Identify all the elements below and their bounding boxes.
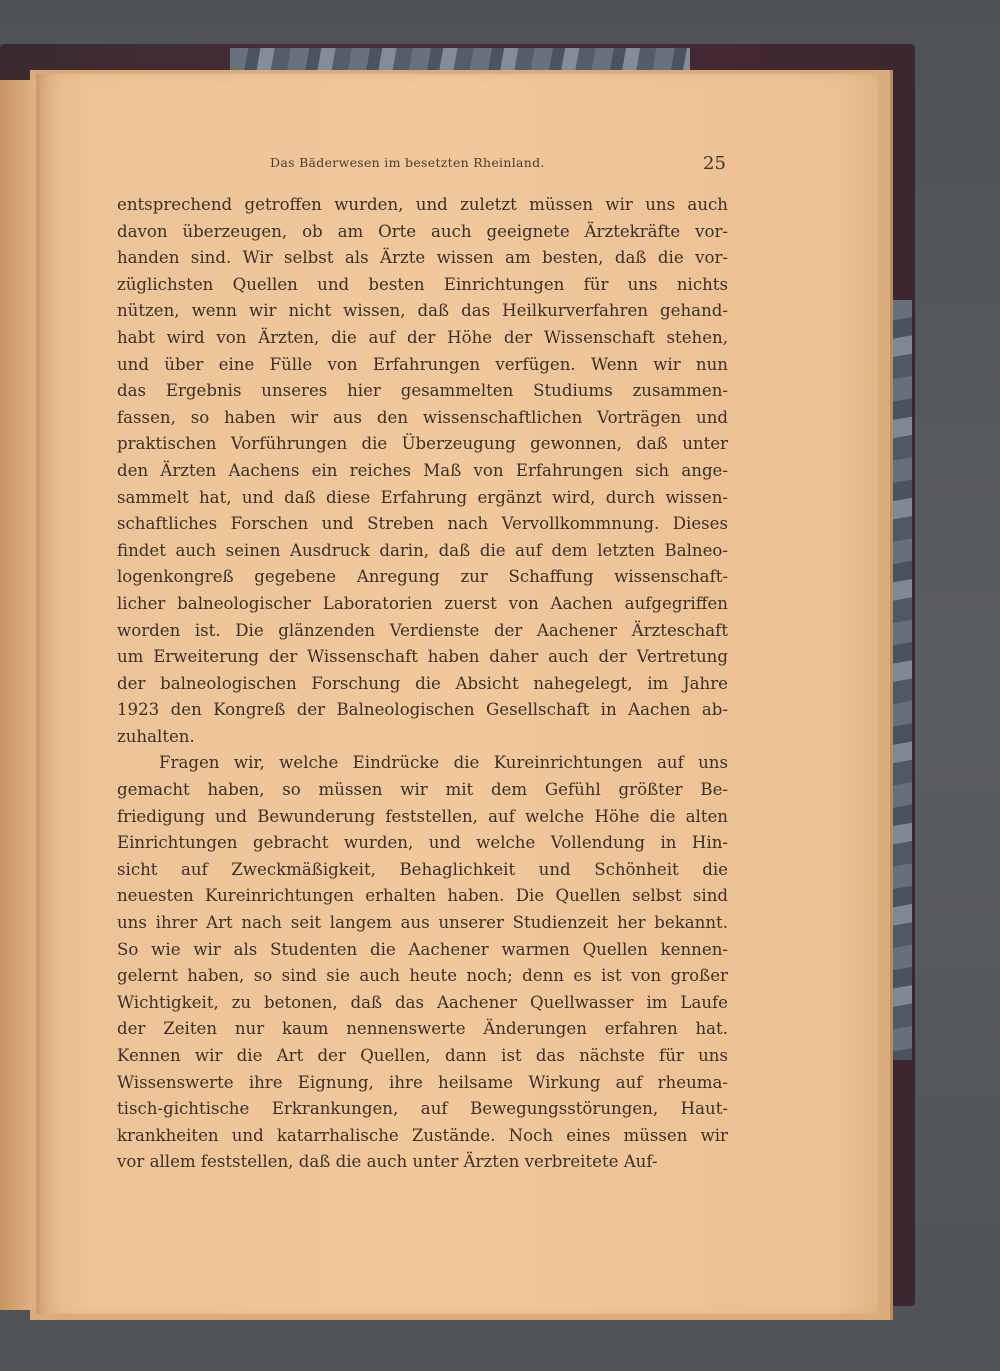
- text-line: findet auch seinen Ausdruck darin, daß die auf dem letzten Balneo-: [117, 540, 728, 560]
- running-head: Das Bäderwesen im besetzten Rheinland.: [270, 155, 545, 170]
- text-line: Wissenswerte ihre Eignung, ihre heilsame Wirkung auf rheuma-: [117, 1072, 728, 1092]
- text-line: friedigung und Bewunderung feststellen, auf welche Höhe die alten: [117, 806, 728, 826]
- text-line: entsprechend getroffen wurden, und zuletzt müssen wir uns auch: [117, 195, 728, 214]
- text-line: licher balneologischer Laboratorien zuerst von Aachen aufgegriffen: [117, 593, 728, 613]
- text-line: um Erweiterung der Wissenschaft haben daher auch der Vertretung: [117, 647, 728, 667]
- text-line: 1923 den Kongreß der Balneologischen Gesellschaft in Aachen ab-: [117, 700, 728, 720]
- text-line: logenkongreß gegebene Anregung zur Schaffung wissenschaft-: [117, 567, 728, 587]
- text-line: tisch-gichtische Erkrankungen, auf Bewegungsstörungen, Haut-: [117, 1099, 728, 1119]
- text-line: worden ist. Die glänzenden Verdienste der Aachener Ärzteschaft: [117, 620, 728, 640]
- text-line: habt wird von Ärzten, die auf der Höhe der Wissenschaft stehen,: [117, 327, 728, 347]
- text-line: den Ärzten Aachens ein reiches Maß von Erfahrungen sich ange-: [117, 460, 728, 480]
- text-line: So wie wir als Studenten die Aachener warmen Quellen kennen-: [117, 939, 728, 959]
- text-line: sammelt hat, und daß diese Erfahrung ergänzt wird, durch wissen-: [117, 487, 728, 507]
- text-line: und über eine Fülle von Erfahrungen verfügen. Wenn wir nun: [117, 354, 728, 374]
- previous-page-edge: [0, 80, 36, 1310]
- text-line: Einrichtungen gebracht wurden, und welche Vollendung in Hin-: [117, 833, 728, 853]
- text-line: Fragen wir, welche Eindrücke die Kureinrichtungen auf uns: [159, 753, 728, 773]
- text-line: gemacht haben, so müssen wir mit dem Gefühl größter Be-: [117, 780, 728, 800]
- text-line: gelernt haben, so sind sie auch heute noch; denn es ist von großer: [117, 966, 728, 986]
- text-line: krankheiten und katarrhalische Zustände. Noch eines müssen wir: [117, 1125, 728, 1145]
- text-line: Wichtigkeit, zu betonen, daß das Aachener Quellwasser im Laufe: [117, 992, 728, 1012]
- text-line: neuesten Kureinrichtungen erhalten haben. Die Quellen selbst sind: [117, 886, 728, 906]
- paragraph-1: [117, 192, 728, 750]
- text-line: züglichsten Quellen und besten Einrichtungen für uns nichts: [117, 274, 728, 294]
- text-line: sicht auf Zweckmäßigkeit, Behaglichkeit und Schönheit die: [117, 859, 728, 879]
- text-line: praktischen Vorführungen die Überzeugung gewonnen, daß unter: [117, 434, 728, 454]
- text-line: zuhalten.: [117, 726, 195, 746]
- page-number: 25: [703, 153, 726, 174]
- text-line: Kennen wir die Art der Quellen, dann ist das nächste für uns: [117, 1046, 728, 1065]
- text-line: fassen, so haben wir aus den wissenschaftlichen Vorträgen und: [117, 407, 728, 427]
- text-line: das Ergebnis unseres hier gesammelten Studiums zusammen-: [117, 381, 728, 401]
- text-line: davon überzeugen, ob am Orte auch geeignete Ärztekräfte vor-: [117, 221, 728, 241]
- text-line: schaftliches Forschen und Streben nach Vervollkommnung. Dieses: [117, 514, 728, 534]
- text-line: der Zeiten nur kaum nennenswerte Änderungen erfahren hat.: [117, 1019, 728, 1039]
- paragraph-2: [117, 750, 728, 1176]
- text-line: uns ihrer Art nach seit langem aus unserer Studienzeit her bekannt.: [117, 913, 728, 933]
- body-text: [117, 192, 728, 1176]
- text-line: der balneologischen Forschung die Absicht nahegelegt, im Jahre: [117, 673, 728, 693]
- text-line: vor allem feststellen, daß die auch unter Ärzten verbreitete Auf-: [117, 1152, 658, 1172]
- text-line: nützen, wenn wir nicht wissen, daß das Heilkurverfahren gehand-: [117, 301, 728, 321]
- text-line: handen sind. Wir selbst als Ärzte wissen am besten, daß die vor-: [117, 248, 728, 268]
